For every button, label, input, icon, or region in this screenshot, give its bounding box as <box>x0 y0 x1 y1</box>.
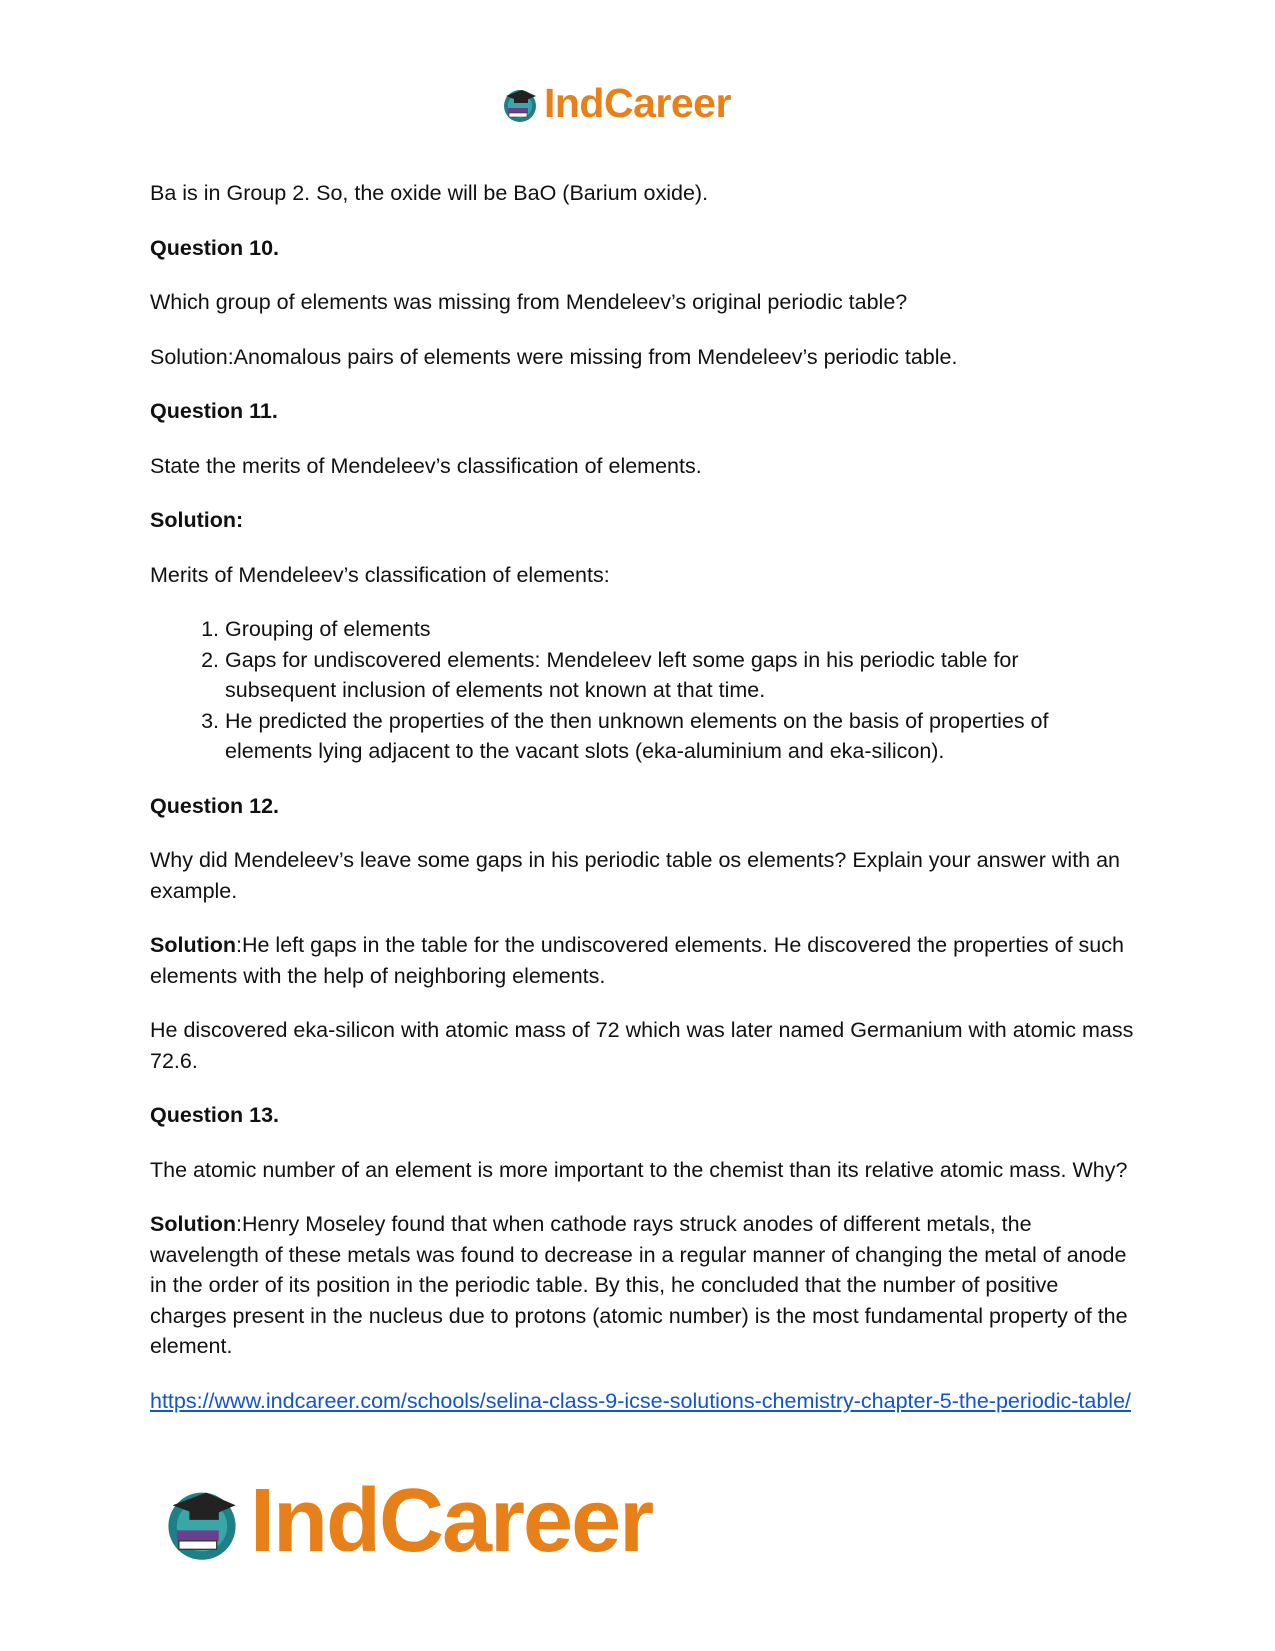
question-12-solution <box>150 930 1135 991</box>
intro-text: Ba is in Group 2. So, the oxide will be BaO (Barium oxide). <box>150 181 709 205</box>
graduation-cap-globe-icon <box>160 1480 244 1564</box>
list-item: 1. Grouping of elements <box>225 614 1135 645</box>
question-12-extra: He discovered eka-silicon with atomic mass of 72 which was later named Germanium with atomic mass 72.6. <box>150 1018 1134 1073</box>
merits-list <box>150 614 1135 767</box>
footer-logo <box>160 1470 652 1573</box>
document-body <box>150 178 1135 1440</box>
header-logo <box>500 80 731 127</box>
source-link[interactable]: https://www.indcareer.com/schools/selina-class-9-icse-solutions-chemistry-chapter-5-the-periodic-table/ <box>150 1388 1132 1413</box>
question-10-solution: Solution:Anomalous pairs of elements were missing from Mendeleev’s periodic table. <box>150 344 958 369</box>
question-13-heading: Question 13. <box>150 1103 280 1127</box>
question-12-heading: Question 12. <box>150 793 280 818</box>
question-11-solution-label: Solution: <box>150 508 244 532</box>
solution-text: :He left gaps in the table for the undiscovered elements. He discovered the properties of such elements with the help of neighboring elements. <box>150 933 1124 988</box>
question-11-heading: Question 11. <box>150 399 278 423</box>
question-10-text: Which group of elements was missing from Mendeleev’s original periodic table? <box>150 290 908 314</box>
question-13-solution <box>150 1209 1135 1362</box>
graduation-cap-globe-icon <box>500 84 540 124</box>
question-12-text: Why did Mendeleev’s leave some gaps in his periodic table os elements? Explain your answer with an example. <box>150 848 1121 903</box>
brand-name: IndCareer <box>544 80 731 126</box>
list-item: 2. Gaps for undiscovered elements: Mendeleev left some gaps in his periodic table for subsequent inclusion of elements not known at that time. <box>225 645 1135 706</box>
solution-label: Solution <box>150 933 236 957</box>
solution-text: :Henry Moseley found that when cathode rays struck anodes of different metals, the wavelength of these metals was found to decrease in a regular manner of changing the metal of anode in the order of its position in the periodic table. By this, he concluded that the number of positive charges present in the nucleus due to protons (atomic number) is the most fundamental property of the element. <box>150 1212 1128 1358</box>
brand-name: IndCareer <box>250 1471 653 1571</box>
merits-intro: Merits of Mendeleev’s classification of elements: <box>150 562 610 587</box>
solution-label: Solution <box>150 1212 236 1236</box>
list-item: 3. He predicted the properties of the then unknown elements on the basis of properties of elements lying adjacent to the vacant slots (eka-aluminium and eka-silicon). <box>225 706 1135 767</box>
question-10-heading: Question 10. <box>150 235 280 260</box>
question-13-text: The atomic number of an element is more important to the chemist than its relative atomic mass. Why? <box>150 1157 1128 1182</box>
question-11-text: State the merits of Mendeleev’s classification of elements. <box>150 453 702 478</box>
source-link-paragraph <box>150 1386 1135 1417</box>
